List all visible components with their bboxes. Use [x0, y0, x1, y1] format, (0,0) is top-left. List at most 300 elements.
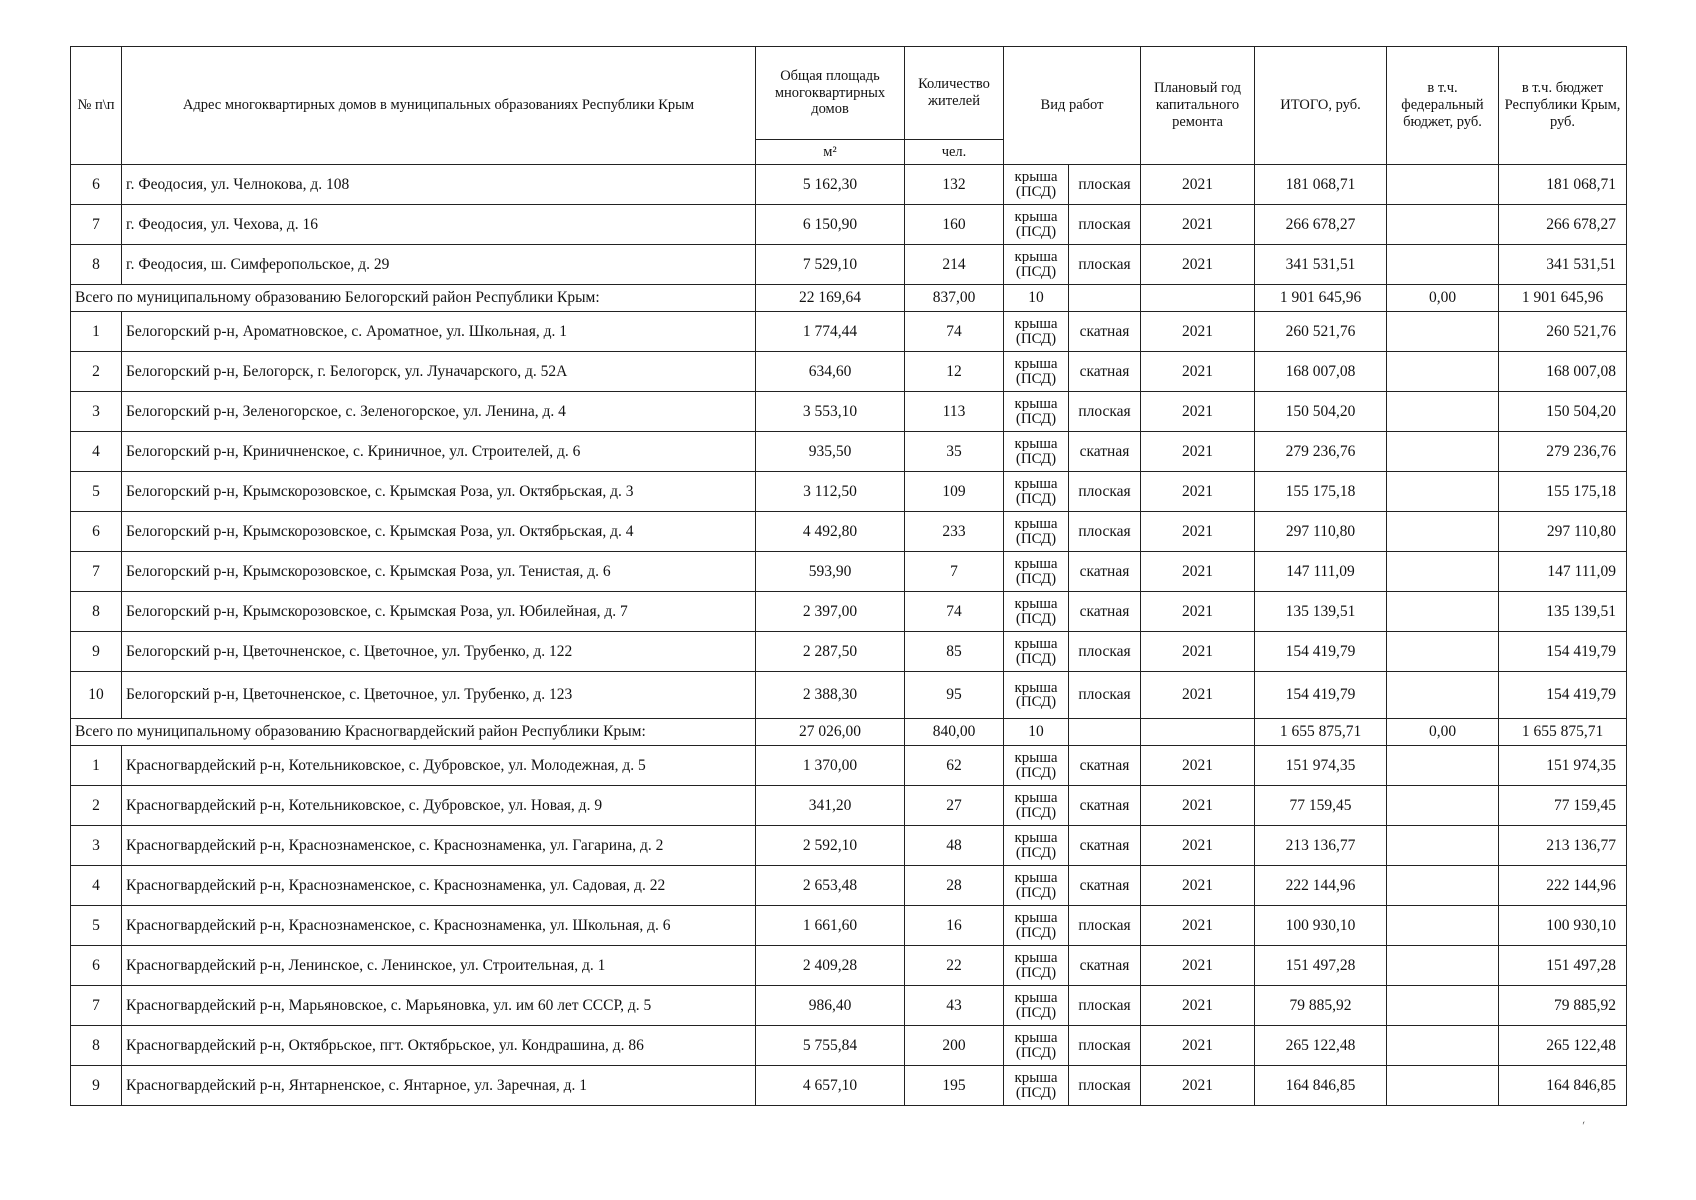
row-address: Белогорский р-н, Крымскорозовское, с. Крымская Роза, ул. Тенистая, д. 6	[122, 552, 756, 592]
row-republic: 135 139,51	[1499, 592, 1627, 632]
row-federal	[1387, 786, 1499, 826]
row-area: 2 388,30	[756, 672, 905, 719]
row-num: 2	[71, 786, 122, 826]
row-work-type	[1004, 205, 1069, 245]
row-roof-type: скатная	[1069, 432, 1141, 472]
row-work-type-line2: (ПСД)	[1015, 490, 1057, 507]
row-work-type-line2: (ПСД)	[1015, 804, 1057, 821]
row-address: Красногвардейский р-н, Янтарненское, с. Янтарное, ул. Заречная, д. 1	[122, 1066, 756, 1106]
row-num: 5	[71, 472, 122, 512]
table-row	[71, 746, 1627, 786]
subtotal-republic: 1 655 875,71	[1499, 719, 1627, 746]
row-residents: 195	[905, 1066, 1004, 1106]
row-residents: 74	[905, 592, 1004, 632]
row-roof-type: плоская	[1069, 1026, 1141, 1066]
row-year: 2021	[1141, 592, 1255, 632]
row-work-type-line1: крыша	[1014, 870, 1058, 887]
subtotal-residents: 837,00	[905, 285, 1004, 312]
row-area: 1 774,44	[756, 312, 905, 352]
row-total: 155 175,18	[1255, 472, 1387, 512]
row-year: 2021	[1141, 906, 1255, 946]
row-work-type	[1004, 352, 1069, 392]
row-num: 3	[71, 826, 122, 866]
row-num: 1	[71, 312, 122, 352]
row-num: 10	[71, 672, 122, 719]
row-total: 154 419,79	[1255, 632, 1387, 672]
row-residents: 132	[905, 165, 1004, 205]
row-address: Белогорский р-н, Цветочненское, с. Цветочное, ул. Трубенко, д. 122	[122, 632, 756, 672]
row-area: 2 397,00	[756, 592, 905, 632]
table-row	[71, 312, 1627, 352]
row-work-type-line2: (ПСД)	[1015, 884, 1057, 901]
row-republic: 155 175,18	[1499, 472, 1627, 512]
row-work-type	[1004, 786, 1069, 826]
row-address: Белогорский р-н, Белогорск, г. Белогорск, ул. Луначарского, д. 52А	[122, 352, 756, 392]
row-area: 935,50	[756, 432, 905, 472]
row-total: 341 531,51	[1255, 245, 1387, 285]
row-num: 5	[71, 906, 122, 946]
row-residents: 62	[905, 746, 1004, 786]
row-work-type-line2: (ПСД)	[1015, 694, 1057, 710]
row-federal	[1387, 826, 1499, 866]
row-residents: 7	[905, 552, 1004, 592]
row-area: 4 492,80	[756, 512, 905, 552]
subtotal-count: 10	[1004, 285, 1069, 312]
row-area: 5 162,30	[756, 165, 905, 205]
row-federal	[1387, 165, 1499, 205]
subtotal-count: 10	[1004, 719, 1069, 746]
table-row	[71, 472, 1627, 512]
row-year: 2021	[1141, 746, 1255, 786]
row-republic: 279 236,76	[1499, 432, 1627, 472]
row-federal	[1387, 472, 1499, 512]
row-work-type-line1: крыша	[1014, 436, 1058, 453]
table-row	[71, 592, 1627, 632]
header-republic: в т.ч. бюджет Республики Крым, руб.	[1499, 47, 1627, 165]
header-row	[71, 47, 1627, 140]
row-federal	[1387, 746, 1499, 786]
subtotal-label: Всего по муниципальному образованию Красногвардейский район Республики Крым:	[71, 719, 756, 746]
row-work-type	[1004, 866, 1069, 906]
row-num: 8	[71, 245, 122, 285]
subtotal-label: Всего по муниципальному образованию Белогорский район Республики Крым:	[71, 285, 756, 312]
row-total: 135 139,51	[1255, 592, 1387, 632]
row-area: 593,90	[756, 552, 905, 592]
header-total: ИТОГО, руб.	[1255, 47, 1387, 165]
row-total: 150 504,20	[1255, 392, 1387, 432]
row-area: 4 657,10	[756, 1066, 905, 1106]
row-num: 7	[71, 986, 122, 1026]
scan-mark: ˊ	[1580, 1119, 1592, 1136]
row-work-type-line2: (ПСД)	[1015, 330, 1057, 347]
table-row	[71, 245, 1627, 285]
row-work-type-line2: (ПСД)	[1015, 964, 1057, 981]
row-year: 2021	[1141, 672, 1255, 719]
row-work-type-line2: (ПСД)	[1015, 223, 1057, 240]
row-year: 2021	[1141, 512, 1255, 552]
row-work-type-line1: крыша	[1014, 396, 1058, 413]
table-row	[71, 205, 1627, 245]
row-address: Белогорский р-н, Крымскорозовское, с. Крымская Роза, ул. Октябрьская, д. 4	[122, 512, 756, 552]
table-row	[71, 946, 1627, 986]
row-address: Белогорский р-н, Цветочненское, с. Цветочное, ул. Трубенко, д. 123	[122, 672, 756, 719]
table-row	[71, 432, 1627, 472]
row-address: Белогорский р-н, Ароматновское, с. Ароматное, ул. Школьная, д. 1	[122, 312, 756, 352]
row-num: 4	[71, 432, 122, 472]
row-address: г. Феодосия, ул. Челнокова, д. 108	[122, 165, 756, 205]
row-work-type-line1: крыша	[1014, 679, 1058, 696]
row-address: Белогорский р-н, Крымскорозовское, с. Крымская Роза, ул. Юбилейная, д. 7	[122, 592, 756, 632]
row-federal	[1387, 312, 1499, 352]
row-work-type-line2: (ПСД)	[1015, 1044, 1057, 1061]
row-federal	[1387, 245, 1499, 285]
row-republic: 266 678,27	[1499, 205, 1627, 245]
row-republic: 77 159,45	[1499, 786, 1627, 826]
row-year: 2021	[1141, 472, 1255, 512]
row-republic: 341 531,51	[1499, 245, 1627, 285]
row-residents: 95	[905, 672, 1004, 719]
row-residents: 27	[905, 786, 1004, 826]
row-federal	[1387, 432, 1499, 472]
row-roof-type: плоская	[1069, 672, 1141, 719]
row-federal	[1387, 946, 1499, 986]
row-federal	[1387, 1026, 1499, 1066]
table-row	[71, 866, 1627, 906]
row-year: 2021	[1141, 205, 1255, 245]
row-total: 168 007,08	[1255, 352, 1387, 392]
row-work-type-line2: (ПСД)	[1015, 570, 1057, 587]
row-num: 1	[71, 746, 122, 786]
row-republic: 213 136,77	[1499, 826, 1627, 866]
row-republic: 260 521,76	[1499, 312, 1627, 352]
row-residents: 85	[905, 632, 1004, 672]
row-total: 100 930,10	[1255, 906, 1387, 946]
row-roof-type: скатная	[1069, 946, 1141, 986]
row-work-type	[1004, 906, 1069, 946]
row-work-type-line1: крыша	[1014, 169, 1058, 186]
row-address: Белогорский р-н, Крымскорозовское, с. Крымская Роза, ул. Октябрьская, д. 3	[122, 472, 756, 512]
row-total: 213 136,77	[1255, 826, 1387, 866]
row-work-type	[1004, 472, 1069, 512]
row-num: 9	[71, 632, 122, 672]
row-federal	[1387, 392, 1499, 432]
row-work-type	[1004, 986, 1069, 1026]
row-work-type-line2: (ПСД)	[1015, 924, 1057, 941]
row-work-type	[1004, 165, 1069, 205]
row-residents: 12	[905, 352, 1004, 392]
row-num: 2	[71, 352, 122, 392]
header-num: № п\п	[71, 47, 122, 165]
row-roof-type: скатная	[1069, 592, 1141, 632]
row-work-type	[1004, 746, 1069, 786]
header-area-unit: м²	[756, 140, 905, 165]
row-work-type-line2: (ПСД)	[1015, 183, 1057, 200]
subtotal-row	[71, 719, 1627, 746]
row-work-type	[1004, 552, 1069, 592]
row-work-type	[1004, 512, 1069, 552]
row-year: 2021	[1141, 786, 1255, 826]
row-republic: 79 885,92	[1499, 986, 1627, 1026]
row-work-type-line2: (ПСД)	[1015, 410, 1057, 427]
subtotal-total: 1 655 875,71	[1255, 719, 1387, 746]
row-work-type	[1004, 632, 1069, 672]
row-roof-type: скатная	[1069, 352, 1141, 392]
header-address: Адрес многоквартирных домов в муниципальных образованиях Республики Крым	[122, 47, 756, 165]
row-year: 2021	[1141, 552, 1255, 592]
row-work-type-line1: крыша	[1014, 990, 1058, 1007]
row-work-type-line1: крыша	[1014, 830, 1058, 847]
row-work-type-line1: крыша	[1014, 636, 1058, 653]
row-num: 8	[71, 592, 122, 632]
subtotal-republic: 1 901 645,96	[1499, 285, 1627, 312]
row-federal	[1387, 632, 1499, 672]
subtotal-total: 1 901 645,96	[1255, 285, 1387, 312]
row-area: 3 553,10	[756, 392, 905, 432]
table-body	[71, 165, 1627, 1106]
row-address: Красногвардейский р-н, Марьяновское, с. Марьяновка, ул. им 60 лет СССР, д. 5	[122, 986, 756, 1026]
row-work-type-line1: крыша	[1014, 950, 1058, 967]
row-republic: 150 504,20	[1499, 392, 1627, 432]
row-total: 181 068,71	[1255, 165, 1387, 205]
row-work-type-line1: крыша	[1014, 249, 1058, 266]
subtotal-residents: 840,00	[905, 719, 1004, 746]
row-total: 266 678,27	[1255, 205, 1387, 245]
row-work-type-line1: крыша	[1014, 516, 1058, 533]
row-address: Красногвардейский р-н, Краснознаменское, с. Краснознаменка, ул. Школьная, д. 6	[122, 906, 756, 946]
row-republic: 154 419,79	[1499, 672, 1627, 719]
subtotal-empty	[1069, 285, 1141, 312]
row-roof-type: скатная	[1069, 826, 1141, 866]
row-total: 147 111,09	[1255, 552, 1387, 592]
row-work-type-line1: крыша	[1014, 596, 1058, 613]
row-year: 2021	[1141, 826, 1255, 866]
table-row	[71, 826, 1627, 866]
row-area: 1 661,60	[756, 906, 905, 946]
row-work-type	[1004, 312, 1069, 352]
row-work-type-line1: крыша	[1014, 1070, 1058, 1087]
row-total: 265 122,48	[1255, 1026, 1387, 1066]
row-num: 3	[71, 392, 122, 432]
row-work-type-line1: крыша	[1014, 556, 1058, 573]
row-num: 6	[71, 946, 122, 986]
row-total: 77 159,45	[1255, 786, 1387, 826]
row-residents: 74	[905, 312, 1004, 352]
table-row	[71, 632, 1627, 672]
subtotal-empty	[1141, 285, 1255, 312]
row-total: 279 236,76	[1255, 432, 1387, 472]
row-year: 2021	[1141, 946, 1255, 986]
row-federal	[1387, 352, 1499, 392]
row-area: 634,60	[756, 352, 905, 392]
row-address: г. Феодосия, ул. Чехова, д. 16	[122, 205, 756, 245]
row-residents: 22	[905, 946, 1004, 986]
row-residents: 160	[905, 205, 1004, 245]
row-roof-type: плоская	[1069, 245, 1141, 285]
row-roof-type: плоская	[1069, 165, 1141, 205]
capital-repair-table	[70, 46, 1627, 1106]
row-work-type-line2: (ПСД)	[1015, 263, 1057, 280]
row-year: 2021	[1141, 352, 1255, 392]
row-roof-type: плоская	[1069, 205, 1141, 245]
row-roof-type: скатная	[1069, 552, 1141, 592]
row-year: 2021	[1141, 165, 1255, 205]
row-area: 7 529,10	[756, 245, 905, 285]
row-federal	[1387, 552, 1499, 592]
row-area: 986,40	[756, 986, 905, 1026]
row-num: 9	[71, 1066, 122, 1106]
row-address: Красногвардейский р-н, Краснознаменское, с. Краснознаменка, ул. Гагарина, д. 2	[122, 826, 756, 866]
row-area: 2 409,28	[756, 946, 905, 986]
row-work-type-line2: (ПСД)	[1015, 610, 1057, 627]
row-address: Красногвардейский р-н, Ленинское, с. Ленинское, ул. Строительная, д. 1	[122, 946, 756, 986]
row-residents: 200	[905, 1026, 1004, 1066]
row-total: 297 110,80	[1255, 512, 1387, 552]
row-year: 2021	[1141, 986, 1255, 1026]
row-year: 2021	[1141, 1026, 1255, 1066]
row-republic: 154 419,79	[1499, 632, 1627, 672]
row-federal	[1387, 866, 1499, 906]
subtotal-area: 27 026,00	[756, 719, 905, 746]
row-total: 154 419,79	[1255, 672, 1387, 719]
row-year: 2021	[1141, 392, 1255, 432]
row-residents: 109	[905, 472, 1004, 512]
row-work-type-line1: крыша	[1014, 356, 1058, 373]
row-area: 2 287,50	[756, 632, 905, 672]
row-area: 3 112,50	[756, 472, 905, 512]
row-roof-type: скатная	[1069, 746, 1141, 786]
table-row	[71, 392, 1627, 432]
table-row	[71, 786, 1627, 826]
row-year: 2021	[1141, 632, 1255, 672]
row-work-type-line1: крыша	[1014, 1030, 1058, 1047]
row-work-type	[1004, 672, 1069, 719]
header-residents: Количество жителей	[905, 47, 1004, 140]
row-address: Красногвардейский р-н, Котельниковское, с. Дубровское, ул. Новая, д. 9	[122, 786, 756, 826]
row-year: 2021	[1141, 432, 1255, 472]
row-num: 8	[71, 1026, 122, 1066]
row-roof-type: плоская	[1069, 472, 1141, 512]
row-residents: 28	[905, 866, 1004, 906]
row-area: 6 150,90	[756, 205, 905, 245]
row-republic: 164 846,85	[1499, 1066, 1627, 1106]
row-residents: 48	[905, 826, 1004, 866]
row-roof-type: плоская	[1069, 906, 1141, 946]
table-row	[71, 1026, 1627, 1066]
row-federal	[1387, 512, 1499, 552]
row-year: 2021	[1141, 866, 1255, 906]
row-work-type	[1004, 432, 1069, 472]
row-republic: 297 110,80	[1499, 512, 1627, 552]
row-republic: 100 930,10	[1499, 906, 1627, 946]
row-residents: 35	[905, 432, 1004, 472]
row-work-type-line2: (ПСД)	[1015, 1004, 1057, 1021]
row-work-type-line2: (ПСД)	[1015, 530, 1057, 547]
row-work-type	[1004, 245, 1069, 285]
row-num: 6	[71, 165, 122, 205]
row-area: 341,20	[756, 786, 905, 826]
subtotal-federal: 0,00	[1387, 719, 1499, 746]
row-work-type-line1: крыша	[1014, 476, 1058, 493]
row-work-type-line2: (ПСД)	[1015, 370, 1057, 387]
row-work-type-line2: (ПСД)	[1015, 450, 1057, 467]
row-federal	[1387, 592, 1499, 632]
row-work-type-line1: крыша	[1014, 790, 1058, 807]
row-residents: 43	[905, 986, 1004, 1026]
row-address: г. Феодосия, ш. Симферопольское, д. 29	[122, 245, 756, 285]
table-row	[71, 1066, 1627, 1106]
row-roof-type: плоская	[1069, 392, 1141, 432]
row-federal	[1387, 672, 1499, 719]
row-residents: 214	[905, 245, 1004, 285]
row-num: 7	[71, 205, 122, 245]
row-roof-type: плоская	[1069, 632, 1141, 672]
table-row	[71, 165, 1627, 205]
subtotal-row	[71, 285, 1627, 312]
row-year: 2021	[1141, 312, 1255, 352]
header-work-type: Вид работ	[1004, 47, 1141, 165]
row-republic: 147 111,09	[1499, 552, 1627, 592]
row-republic: 151 497,28	[1499, 946, 1627, 986]
row-work-type-line2: (ПСД)	[1015, 844, 1057, 861]
subtotal-empty	[1069, 719, 1141, 746]
header-federal: в т.ч. федеральный бюджет, руб.	[1387, 47, 1499, 165]
table-row	[71, 552, 1627, 592]
row-roof-type: плоская	[1069, 986, 1141, 1026]
row-total: 79 885,92	[1255, 986, 1387, 1026]
row-address: Белогорский р-н, Зеленогорское, с. Зеленогорское, ул. Ленина, д. 4	[122, 392, 756, 432]
row-total: 164 846,85	[1255, 1066, 1387, 1106]
row-roof-type: скатная	[1069, 786, 1141, 826]
row-federal	[1387, 986, 1499, 1026]
row-republic: 265 122,48	[1499, 1026, 1627, 1066]
row-roof-type: плоская	[1069, 1066, 1141, 1106]
table-row	[71, 352, 1627, 392]
row-num: 6	[71, 512, 122, 552]
row-total: 151 974,35	[1255, 746, 1387, 786]
table-row	[71, 512, 1627, 552]
row-work-type-line1: крыша	[1014, 750, 1058, 767]
row-residents: 113	[905, 392, 1004, 432]
row-work-type	[1004, 1026, 1069, 1066]
row-work-type	[1004, 946, 1069, 986]
row-work-type-line2: (ПСД)	[1015, 764, 1057, 781]
table-row	[71, 672, 1627, 719]
row-address: Красногвардейский р-н, Октябрьское, пгт. Октябрьское, ул. Кондрашина, д. 86	[122, 1026, 756, 1066]
table-row	[71, 906, 1627, 946]
row-federal	[1387, 906, 1499, 946]
row-total: 151 497,28	[1255, 946, 1387, 986]
row-year: 2021	[1141, 1066, 1255, 1106]
row-area: 1 370,00	[756, 746, 905, 786]
subtotal-empty	[1141, 719, 1255, 746]
row-work-type-line2: (ПСД)	[1015, 1084, 1057, 1101]
row-work-type	[1004, 1066, 1069, 1106]
subtotal-area: 22 169,64	[756, 285, 905, 312]
row-federal	[1387, 1066, 1499, 1106]
row-area: 2 653,48	[756, 866, 905, 906]
row-work-type	[1004, 392, 1069, 432]
row-roof-type: скатная	[1069, 312, 1141, 352]
row-republic: 151 974,35	[1499, 746, 1627, 786]
row-address: Красногвардейский р-н, Краснознаменское, с. Краснознаменка, ул. Садовая, д. 22	[122, 866, 756, 906]
row-residents: 233	[905, 512, 1004, 552]
row-num: 7	[71, 552, 122, 592]
header-area: Общая площадь многоквартирных домов	[756, 47, 905, 140]
subtotal-federal: 0,00	[1387, 285, 1499, 312]
table-row	[71, 986, 1627, 1026]
row-area: 5 755,84	[756, 1026, 905, 1066]
row-republic: 181 068,71	[1499, 165, 1627, 205]
